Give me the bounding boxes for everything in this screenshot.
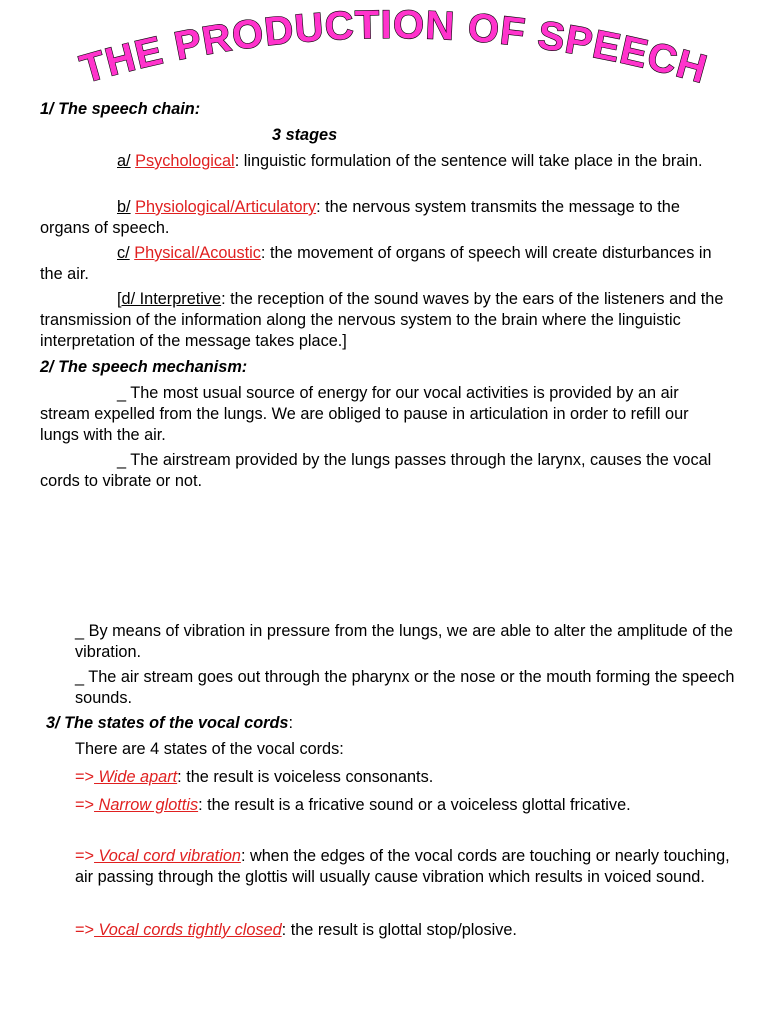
mechanism-paragraph: [40, 450, 730, 492]
section3-heading: 3/ The states of the vocal cords: [46, 714, 289, 732]
stage-text: : the nervous system transmits the message to the organs of speech.: [40, 198, 680, 237]
state-text: : the result is glottal stop/plosive.: [281, 921, 517, 939]
mechanism-paragraph: [75, 667, 735, 709]
arched-title: [0, 0, 768, 100]
stage-marker: c/: [117, 244, 130, 262]
mechanism-paragraph: [40, 383, 730, 446]
stage-term: Physical/Acoustic: [134, 244, 261, 262]
paragraph-text: _ By means of vibration in pressure from the lungs, we are able to alter the amplitude of the vibration.: [75, 622, 733, 661]
stage-item-a: [40, 151, 730, 172]
vocal-state-item: [75, 920, 735, 941]
mechanism-paragraph: [75, 621, 735, 663]
state-term: Narrow glottis: [94, 796, 199, 814]
section3-heading-colon: :: [288, 714, 294, 732]
state-term: Vocal cords tightly closed: [94, 921, 282, 939]
vocal-state-item: [75, 767, 735, 788]
state-term: Wide apart: [94, 768, 178, 786]
state-text: : the result is voiceless consonants.: [177, 768, 434, 786]
state-term: Vocal cord vibration: [94, 847, 241, 865]
stage-marker: a/: [117, 152, 131, 170]
arrow-marker: =>: [75, 921, 95, 939]
state-text: : the result is a fricative sound or a voiceless glottal fricative.: [198, 796, 631, 814]
section1-heading: 1/ The speech chain:: [40, 100, 201, 118]
section2-heading: 2/ The speech mechanism:: [40, 358, 248, 376]
stage-item-b: [40, 197, 730, 239]
paragraph-text: _ The air stream goes out through the pharynx or the nose or the mouth forming the speech sounds.: [75, 668, 735, 707]
stage-item-d: [40, 289, 730, 352]
bracket-open: [: [117, 290, 122, 308]
section3-heading-line: [46, 713, 736, 734]
stage-term: Physiological/Articulatory: [135, 198, 317, 216]
state-text: : when the edges of the vocal cords are touching or nearly touching, air passing through the glottis will usually cause vibration which results in voiced sound.: [75, 847, 730, 886]
section3-intro: There are 4 states of the vocal cords:: [75, 740, 344, 758]
stage-text: : the movement of organs of speech will create disturbances in the air.: [40, 244, 712, 283]
stage-text: : the reception of the sound waves by the ears of the listeners and the transmission of the information along the nervous system to the brain where the linguistic interpretation of the message takes place.]: [40, 290, 724, 350]
arrow-marker: =>: [75, 796, 95, 814]
arrow-marker: =>: [75, 768, 95, 786]
stage-term: Psychological: [135, 152, 235, 170]
arrow-marker: =>: [75, 847, 95, 865]
stage-marker: b/: [117, 198, 131, 216]
paragraph-text: _ The airstream provided by the lungs passes through the larynx, causes the vocal cords to vibrate or not.: [40, 451, 712, 490]
title-path-text: THE PRODUCTION OF SPEECH: [75, 2, 713, 93]
section1-subheading: 3 stages: [272, 126, 338, 144]
vocal-state-item: [75, 846, 735, 888]
paragraph-text: _ The most usual source of energy for our vocal activities is provided by an air stream expelled from the lungs. We are obliged to pause in articulation in order to refill our lungs with the air.: [40, 384, 689, 444]
vocal-state-item: [75, 795, 695, 816]
title-text: [76, 3, 713, 92]
stage-text: : linguistic formulation of the sentence will take place in the brain.: [234, 152, 703, 170]
stage-term: d/ Interpretive: [121, 290, 222, 308]
stage-item-c: [40, 243, 730, 285]
